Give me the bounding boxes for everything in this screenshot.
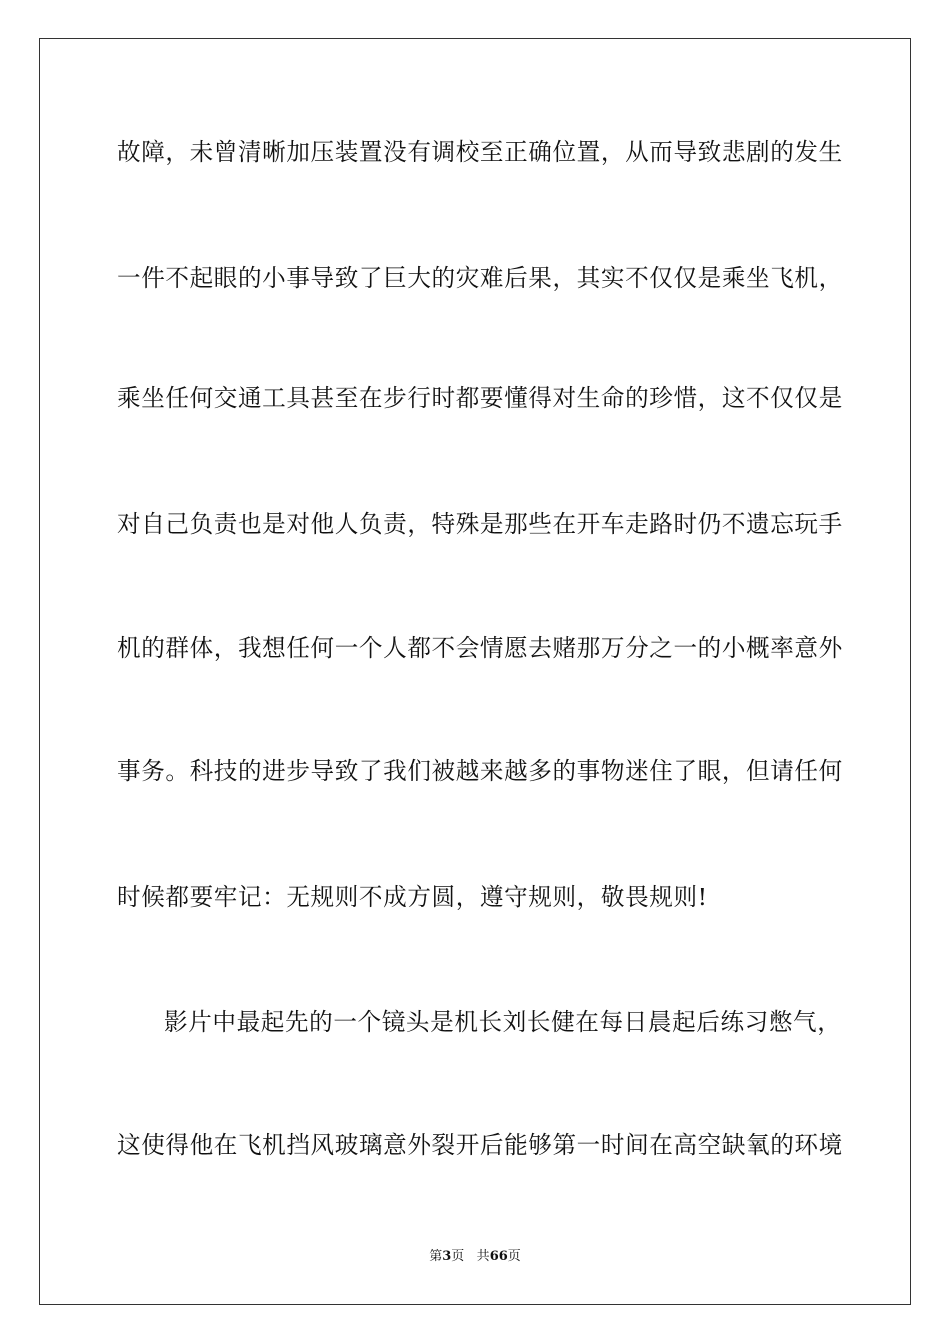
page-number: 3 <box>442 1249 452 1264</box>
paragraph-line: 影片中最起先的一个镜头是机长刘长健在每日晨起后练习憋气， <box>164 1008 842 1036</box>
paragraph-line: 事务。科技的进步导致了我们被越来越多的事物迷住了眼，但请任何 <box>117 757 843 785</box>
paragraph-line: 乘坐任何交通工具甚至在步行时都要懂得对生命的珍惜，这不仅仅是 <box>117 384 843 412</box>
paragraph-line: 机的群体，我想任何一个人都不会情愿去赌那万分之一的小概率意外 <box>117 634 843 662</box>
page-border <box>39 38 911 1305</box>
page-suffix: 页 <box>451 1249 465 1264</box>
page-footer <box>0 1248 950 1266</box>
paragraph-line: 对自己负责也是对他人负责，特殊是那些在开车走路时仍不遗忘玩手 <box>117 510 843 538</box>
paragraph-line: 故障，未曾清晰加压装置没有调校至正确位置，从而导致悲剧的发生 <box>117 138 843 166</box>
total-prefix: 共 <box>476 1249 490 1264</box>
paragraph-line: 一件不起眼的小事导致了巨大的灾难后果，其实不仅仅是乘坐飞机， <box>117 264 843 292</box>
total-pages: 66 <box>489 1249 508 1264</box>
total-suffix: 页 <box>507 1249 521 1264</box>
paragraph-line: 这使得他在飞机挡风玻璃意外裂开后能够第一时间在高空缺氧的环境 <box>117 1131 843 1159</box>
page-prefix: 第 <box>429 1249 443 1264</box>
paragraph-line: 时候都要牢记：无规则不成方圆，遵守规则，敬畏规则! <box>117 883 708 911</box>
